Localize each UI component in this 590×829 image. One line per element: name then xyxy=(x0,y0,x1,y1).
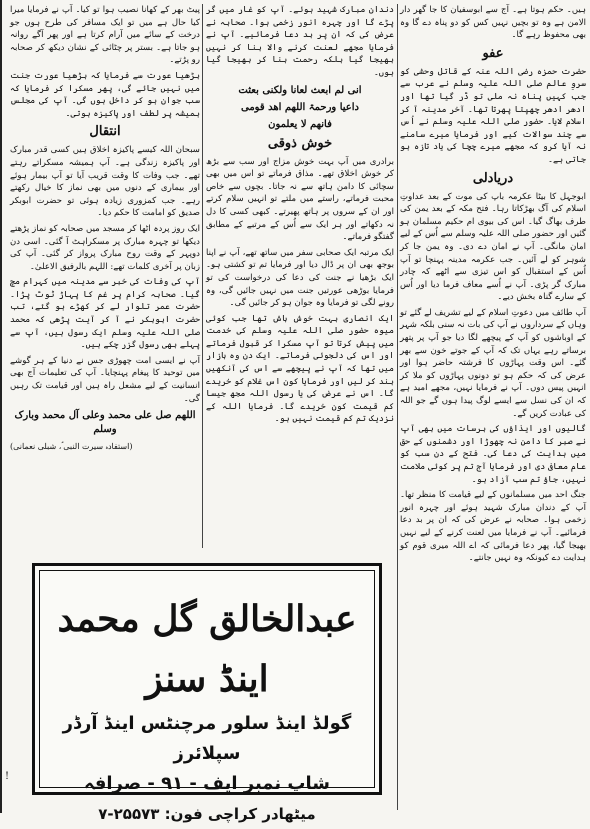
paragraph: آپ طائف میں دعوتِ اسلام کے لیے تشریف لے گئے تو وہاں کے سرداروں نے آپ کی بات نہ سنی بلکہ شہر کے اوباشوں کو آپ کے پیچھے لگا دیا جو آپ پر پتھر برساتے رہے یہاں تک کہ آپ کے جوتے خون سے بھر گئے۔ اس وقت پہاڑوں کا فرشتہ حاضر ہوا اور عرض کی کہ حکم ہو تو دونوں پہاڑوں کو ملا کر انہیں پیس دوں۔ آپ نے فرمایا نہیں، مجھے امید ہے کہ ان کی نسل سے ایسے لوگ پیدا ہوں گے جو اللہ کی عبادت کریں گے۔ xyxy=(400,307,586,419)
middle-column xyxy=(206,4,394,429)
section-heading-afw: عفو xyxy=(482,45,504,61)
paragraph: حضرت حمزہ رضی اللہ عنہ کے قاتل وحشی کو سروِ عالم صلی اللہ علیہ وسلم نے عرب سے جب کہیں پناہ نہ ملی تو ڈر گیا تھا اور ادھر ادھر چھپتا پھرتا تھا۔ آخر مدینہ آ کر اسلام لایا۔ حضور صلی اللہ علیہ وسلم نے اُس سے چند سوالات کیے اور فرمایا میرے سامنے نہ آیا کرو کہ مجھے میرے چچا کی یاد تازہ ہو جاتی ہے۔ xyxy=(400,66,586,165)
paragraph: سبحان اللہ کیسے پاکیزہ اخلاق ہیں کسی قدر مبارک اور پاکیزہ زندگی ہے۔ آپ ہمیشہ مسکراتے رہتے تھے۔ جب وفات کا وقت قریب آیا تو آپ بیمار ہوئے اور بیماری کے دنوں میں بھی نماز کا خیال رکھتے رہے۔ جب کمزوری زیادہ ہوئی تو حضرت ابوبکر صدیق کو امامت کا حکم دیا۔ xyxy=(10,145,200,219)
advertisement-inner-border xyxy=(39,570,375,823)
paragraph: آپ نے ایسی امت چھوڑی جس نے دنیا کے ہر گوشے میں توحید کا پیغام پہنچایا۔ آپ کی تعلیمات آج بھی انسانیت کے لیے مشعل راہ ہیں اور قیامت تک رہیں گی۔ xyxy=(10,355,200,404)
paragraph: ایک روز پردہ اٹھا کر مسجد میں صحابہ کو نماز پڑھتے دیکھا تو چہرہ مبارک پر مسکراہٹ آ گئی۔ اسی دن دوپہر کے وقت روح مبارک پرواز کر گئی۔ آپ کی زبان پر آخری کلمات تھے: اللہم بالرفیق الاعلیٰ۔ xyxy=(10,223,200,272)
paragraph: ایک انصاری بہت خوش باش تھا جب کوئی میوہ حضور صلی اللہ علیہ وسلم کی خدمت میں پیش کرتا تو آپ مسکرا کر قبول فرماتے اور اس کی دلجوئی فرماتے۔ ایک دن وہ بازار میں تھا کہ آپ نے پیچھے سے اس کی آنکھیں بند کر لیں اور فرمایا کون اس غلام کو خریدے گا۔ اس نے عرض کی یا رسول اللہ مجھ جیسا کم قیمت کون خریدے گا۔ فرمایا اللہ کے نزدیک تم کم قیمت نہیں ہو۔ xyxy=(206,313,394,425)
paragraph: برادری میں آپ بہت خوش مزاج اور سب سے بڑھ کر خوش اخلاق تھے۔ مذاق فرماتے تو اس میں بھی سچائی کا دامن ہاتھ سے نہ جاتا۔ بچوں سے خاص محبت فرماتے، راستے میں ملتے تو انہیں سلام کرتے اور ان کے سروں پر ہاتھ پھیرتے۔ کبھی کسی کا دل نہ دکھاتے اور ہر ایک سے اُس کے مرتبے کے مطابق گفتگو فرماتے۔ xyxy=(206,156,394,243)
advertiser-name: عبدالخالق گل محمد اینڈ سنز xyxy=(57,598,357,700)
advertiser-phone: میٹھادر کراچی فون: ۲۵۵۷۳-۷ xyxy=(98,805,316,823)
section-heading-intiqal: انتقال xyxy=(89,124,121,140)
advertisement-box xyxy=(32,563,382,823)
paragraph: ابوجہل کا بیٹا عکرمہ باپ کی موت کے بعد عداوتِ اسلام کی آگ بھڑکاتا رہا۔ فتح مکہ کے بعد یمن کی طرف بھاگ گیا۔ اس کی بیوی ام حکیم مسلمان ہو گئیں اور حضور صلی اللہ علیہ وسلم سے اُس کے لیے امان مانگی۔ آپ نے امان دے دی۔ وہ یمن جا کر شوہر کو لے آئیں۔ جب عکرمہ مدینہ پہنچا تو آپ اُس کے استقبال کو اس تیزی سے اٹھے کہ چادر مبارک گر پڑی۔ آپ نے اُسے معاف فرما دیا اور اُس کے سارے گناہ بخش دیے۔ xyxy=(400,191,586,303)
column-rule-left xyxy=(202,4,203,548)
right-column xyxy=(400,4,586,568)
paragraph: ایک مرتبہ ایک صحابی سفر میں ساتھ تھے، آپ نے اپنا بوجھ بھی ان پر ڈال دیا اور فرمایا تم تو کشتی ہو۔ ایک بڑھیا نے جنت کی دعا کی درخواست کی تو فرمایا بوڑھی عورتیں جنت میں نہیں جائیں گی، وہ رونے لگی تو فرمایا وہ جوان ہو کر جائیں گی۔ xyxy=(206,247,394,309)
paragraph: بڑھیا عورت سے فرمایا کہ بڑھیا عورت جنت میں نہیں جائے گی، پھر مسکرا کر فرمایا کہ سب جوان ہو کر داخل ہوں گی۔ آپ کی مجلس ہمیشہ پر لطف اور پاکیزہ ہوتی۔ xyxy=(10,70,200,119)
section-heading-khush-zauqi: خوش ذوقی xyxy=(267,135,333,151)
source-citation: (استفادہ سیرت النبی ؐ، شبلی نعمانی) xyxy=(10,442,133,452)
paragraph: آپ کی وفات کی خبر سے مدینہ میں کہرام مچ گیا۔ صحابہ کرام پر غم کا پہاڑ ٹوٹ پڑا۔ حضرت عمر تلوار لے کر کھڑے ہو گئے، تب حضرت ابوبکر نے آ کر آیت پڑھی کہ محمد صلی اللہ علیہ وسلم ایک رسول ہیں، آپ سے پہلے بھی رسول گزر چکے ہیں۔ xyxy=(10,277,200,351)
advertiser-tagline: گولڈ اینڈ سلور مرچنٹس اینڈ آرڈر سپلائرز xyxy=(62,713,352,764)
paragraph: گالیوں اور ایذاؤں کی برسات میں بھی آپ نے صبر کا دامن نہ چھوڑا اور دشمنوں کے حق میں ہدایت کی دعا کی۔ فتح کے دن سب کو عام معافی دی اور فرمایا آج تم پر کوئی ملامت نہیں، جاؤ تم سب آزاد ہو۔ xyxy=(400,424,586,485)
column-rule-right xyxy=(397,4,398,810)
arabic-quote-line: فانھم لا یعلمون xyxy=(268,118,332,130)
arabic-quote-line: انی لم ابعث لعانا ولکنی بعثت xyxy=(238,84,362,96)
paragraph: دندان مبارک شہید ہوئے۔ آپ کو غار میں گر پڑے گا اور چہرہ انور زخمی ہوا۔ صحابہ نے عرض کی کہ ان پر بد دعا فرمائیے۔ آپ نے فرمایا مجھے لعنت کرنے والا بنا کر نہیں بھیجا گیا بلکہ رحمت بنا کر بھیجا گیا ہوں۔ xyxy=(206,5,394,78)
paragraph: پیٹ بھر کے کھانا نصیب ہوا تو کیا۔ آپ نے فرمایا میرا کیا حال ہے میں تو ایک مسافر کی طرح ہوں جو درخت کے سائے میں آرام کرتا ہے اور پھر آگے روانہ ہو جاتا ہے۔ بستر پر چٹائی کے نشان دیکھ کر صحابہ رو پڑتے۔ xyxy=(10,5,200,66)
paragraph: جنگ احد میں مسلمانوں کے لیے قیامت کا منظر تھا۔ آپ کے دندان مبارک شہید ہوئے اور چہرہ انور زخمی ہوا۔ صحابہ نے عرض کی کہ ان پر بد دعا فرمائیے۔ آپ نے فرمایا میں لعنت کرنے کے لیے نہیں بھیجا گیا، پھر دعا فرمائی کہ اے اللہ میری قوم کو ہدایت دے کیونکہ وہ نہیں جانتے۔ xyxy=(400,490,586,564)
advertiser-address: شاپ نمبر ایف - ۹۱ - صرافہ xyxy=(84,773,330,794)
arabic-quote-line: داعیا ورحمۃ اللھم اھد قومی xyxy=(240,101,359,113)
edge-mark: ! xyxy=(5,771,10,782)
section-heading-daryadili: دریادلی xyxy=(472,170,514,186)
paragraph: ہیں۔ حکم ہوتا ہے۔ آج سے ابوسفیان کا جا گھر دار الامن ہے وہ تو بچیں نہیں کس کو دو پناہ دے گا وہ بھی محفوظ رہے گا۔ xyxy=(400,5,586,41)
left-column xyxy=(10,4,200,457)
durood-line: اللھم صل علی محمد وعلی آل محمد وبارک وسلم xyxy=(14,410,196,436)
